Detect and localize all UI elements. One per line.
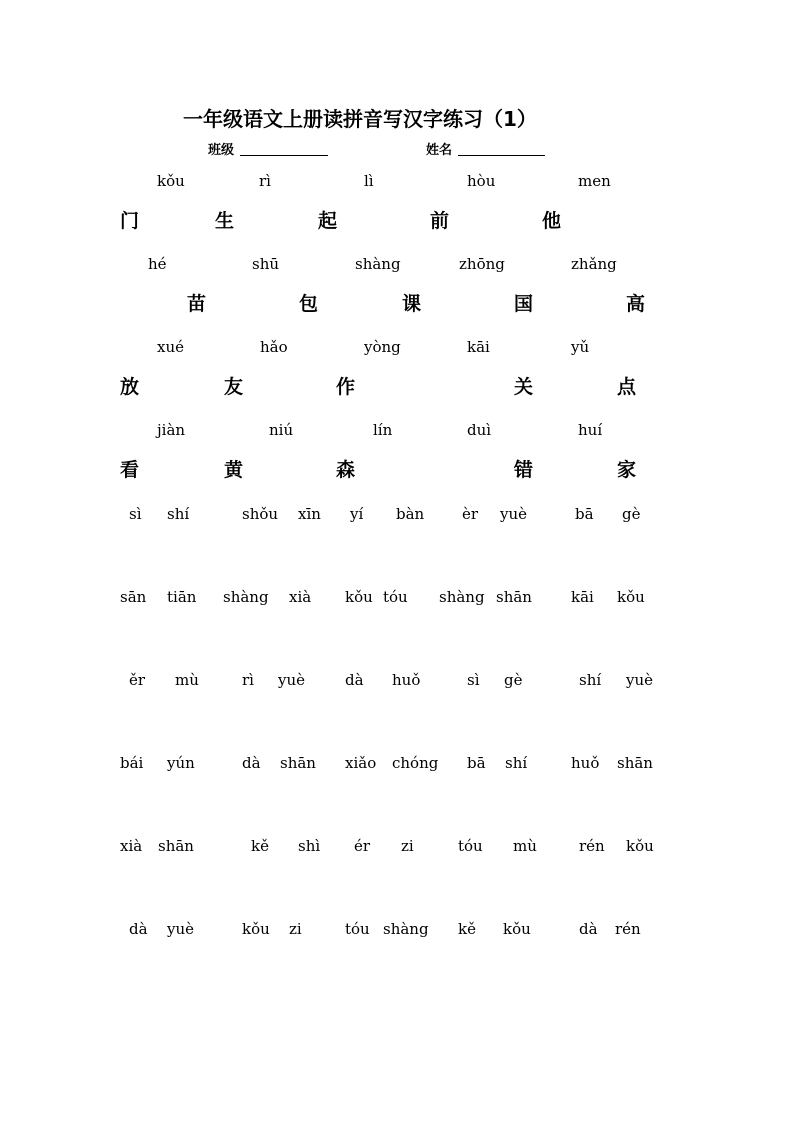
character: 放 bbox=[120, 376, 140, 398]
word-pinyin: bā bbox=[467, 754, 486, 772]
word-pinyin: tóu bbox=[458, 837, 483, 855]
word-pinyin: tiān bbox=[167, 588, 197, 606]
class-blank[interactable] bbox=[240, 155, 328, 156]
word-pinyin: ěr bbox=[129, 671, 146, 689]
word-pinyin: kǒu bbox=[617, 588, 645, 606]
pinyin: zhǎng bbox=[571, 255, 617, 273]
word-pinyin: dà bbox=[579, 920, 598, 938]
character: 友 bbox=[224, 376, 244, 398]
word-pinyin: yuè bbox=[626, 671, 654, 689]
word-pinyin: shàng bbox=[223, 588, 269, 606]
class-label: 班级 bbox=[208, 143, 235, 158]
name-label: 姓名 bbox=[426, 143, 453, 158]
word-pinyin: shān bbox=[280, 754, 316, 772]
pinyin: lín bbox=[373, 421, 393, 439]
word-pinyin: bā bbox=[575, 505, 594, 523]
word-pinyin: kě bbox=[458, 920, 476, 938]
word-pinyin: chóng bbox=[392, 754, 439, 772]
pinyin: duì bbox=[467, 421, 492, 439]
word-pinyin: sì bbox=[467, 671, 480, 689]
word-pinyin: èr bbox=[462, 505, 479, 523]
word-pinyin: dà bbox=[242, 754, 261, 772]
word-pinyin: shàng bbox=[439, 588, 485, 606]
character: 包 bbox=[299, 293, 319, 315]
word-pinyin: yuè bbox=[500, 505, 528, 523]
word-pinyin: tóu bbox=[345, 920, 370, 938]
character: 错 bbox=[514, 459, 534, 481]
word-pinyin: mù bbox=[175, 671, 199, 689]
word-pinyin: huǒ bbox=[392, 671, 421, 689]
pinyin: yòng bbox=[364, 338, 401, 356]
character: 起 bbox=[318, 210, 338, 232]
word-pinyin: kǒu bbox=[242, 920, 270, 938]
word-pinyin: yuè bbox=[167, 920, 195, 938]
pinyin: shū bbox=[252, 255, 280, 273]
character: 家 bbox=[617, 459, 637, 481]
word-pinyin: yí bbox=[350, 505, 364, 523]
word-pinyin: shí bbox=[505, 754, 528, 772]
character: 苗 bbox=[187, 293, 207, 315]
name-blank[interactable] bbox=[458, 155, 545, 156]
word-pinyin: shān bbox=[496, 588, 532, 606]
pinyin: zhōng bbox=[459, 255, 505, 273]
word-pinyin: rén bbox=[579, 837, 605, 855]
word-pinyin: kǒu bbox=[626, 837, 654, 855]
pinyin: jiàn bbox=[157, 421, 186, 439]
word-pinyin: shí bbox=[579, 671, 602, 689]
word-pinyin: dà bbox=[129, 920, 148, 938]
word-pinyin: kǒu bbox=[345, 588, 373, 606]
word-pinyin: shān bbox=[158, 837, 194, 855]
word-pinyin: shí bbox=[167, 505, 190, 523]
word-pinyin: gè bbox=[504, 671, 523, 689]
word-pinyin: yuè bbox=[278, 671, 306, 689]
pinyin: men bbox=[578, 172, 611, 190]
character: 关 bbox=[514, 376, 534, 398]
pinyin: hǎo bbox=[260, 338, 288, 356]
pinyin: lì bbox=[364, 172, 374, 190]
pinyin: niú bbox=[269, 421, 294, 439]
word-pinyin: shān bbox=[617, 754, 653, 772]
word-pinyin: rì bbox=[242, 671, 254, 689]
pinyin: kǒu bbox=[157, 172, 185, 190]
word-pinyin: bàn bbox=[396, 505, 425, 523]
pinyin: shàng bbox=[355, 255, 401, 273]
pinyin: xué bbox=[157, 338, 184, 356]
word-pinyin: yún bbox=[167, 754, 195, 772]
character: 看 bbox=[120, 459, 140, 481]
pinyin: rì bbox=[259, 172, 271, 190]
character: 森 bbox=[336, 459, 356, 481]
word-pinyin: bái bbox=[120, 754, 144, 772]
word-pinyin: kāi bbox=[571, 588, 594, 606]
word-pinyin: tóu bbox=[383, 588, 408, 606]
word-pinyin: huǒ bbox=[571, 754, 600, 772]
word-pinyin: gè bbox=[622, 505, 641, 523]
word-pinyin: dà bbox=[345, 671, 364, 689]
word-pinyin: shàng bbox=[383, 920, 429, 938]
word-pinyin: mù bbox=[513, 837, 537, 855]
word-pinyin: kǒu bbox=[503, 920, 531, 938]
character: 点 bbox=[617, 376, 637, 398]
word-pinyin: zi bbox=[289, 920, 302, 938]
word-pinyin: xià bbox=[120, 837, 143, 855]
character: 黄 bbox=[224, 459, 244, 481]
character: 他 bbox=[542, 210, 562, 232]
word-pinyin: shǒu bbox=[242, 505, 279, 523]
character: 门 bbox=[120, 210, 140, 232]
character: 高 bbox=[626, 293, 646, 315]
word-pinyin: sān bbox=[120, 588, 147, 606]
pinyin: hé bbox=[148, 255, 167, 273]
character: 课 bbox=[402, 293, 422, 315]
word-pinyin: rén bbox=[615, 920, 641, 938]
pinyin: yǔ bbox=[571, 338, 590, 356]
worksheet-title: 一年级语文上册读拼音写汉字练习（1） bbox=[183, 107, 537, 131]
character: 生 bbox=[215, 210, 235, 232]
pinyin: hòu bbox=[467, 172, 496, 190]
pinyin: kāi bbox=[467, 338, 490, 356]
character: 前 bbox=[430, 210, 450, 232]
word-pinyin: kě bbox=[251, 837, 269, 855]
word-pinyin: shì bbox=[298, 837, 321, 855]
word-pinyin: xiǎo bbox=[345, 754, 377, 772]
word-pinyin: xīn bbox=[298, 505, 321, 523]
pinyin: huí bbox=[578, 421, 603, 439]
word-pinyin: zi bbox=[401, 837, 414, 855]
word-pinyin: xià bbox=[289, 588, 312, 606]
character: 国 bbox=[514, 293, 534, 315]
word-pinyin: ér bbox=[354, 837, 371, 855]
character: 作 bbox=[336, 376, 356, 398]
word-pinyin: sì bbox=[129, 505, 142, 523]
